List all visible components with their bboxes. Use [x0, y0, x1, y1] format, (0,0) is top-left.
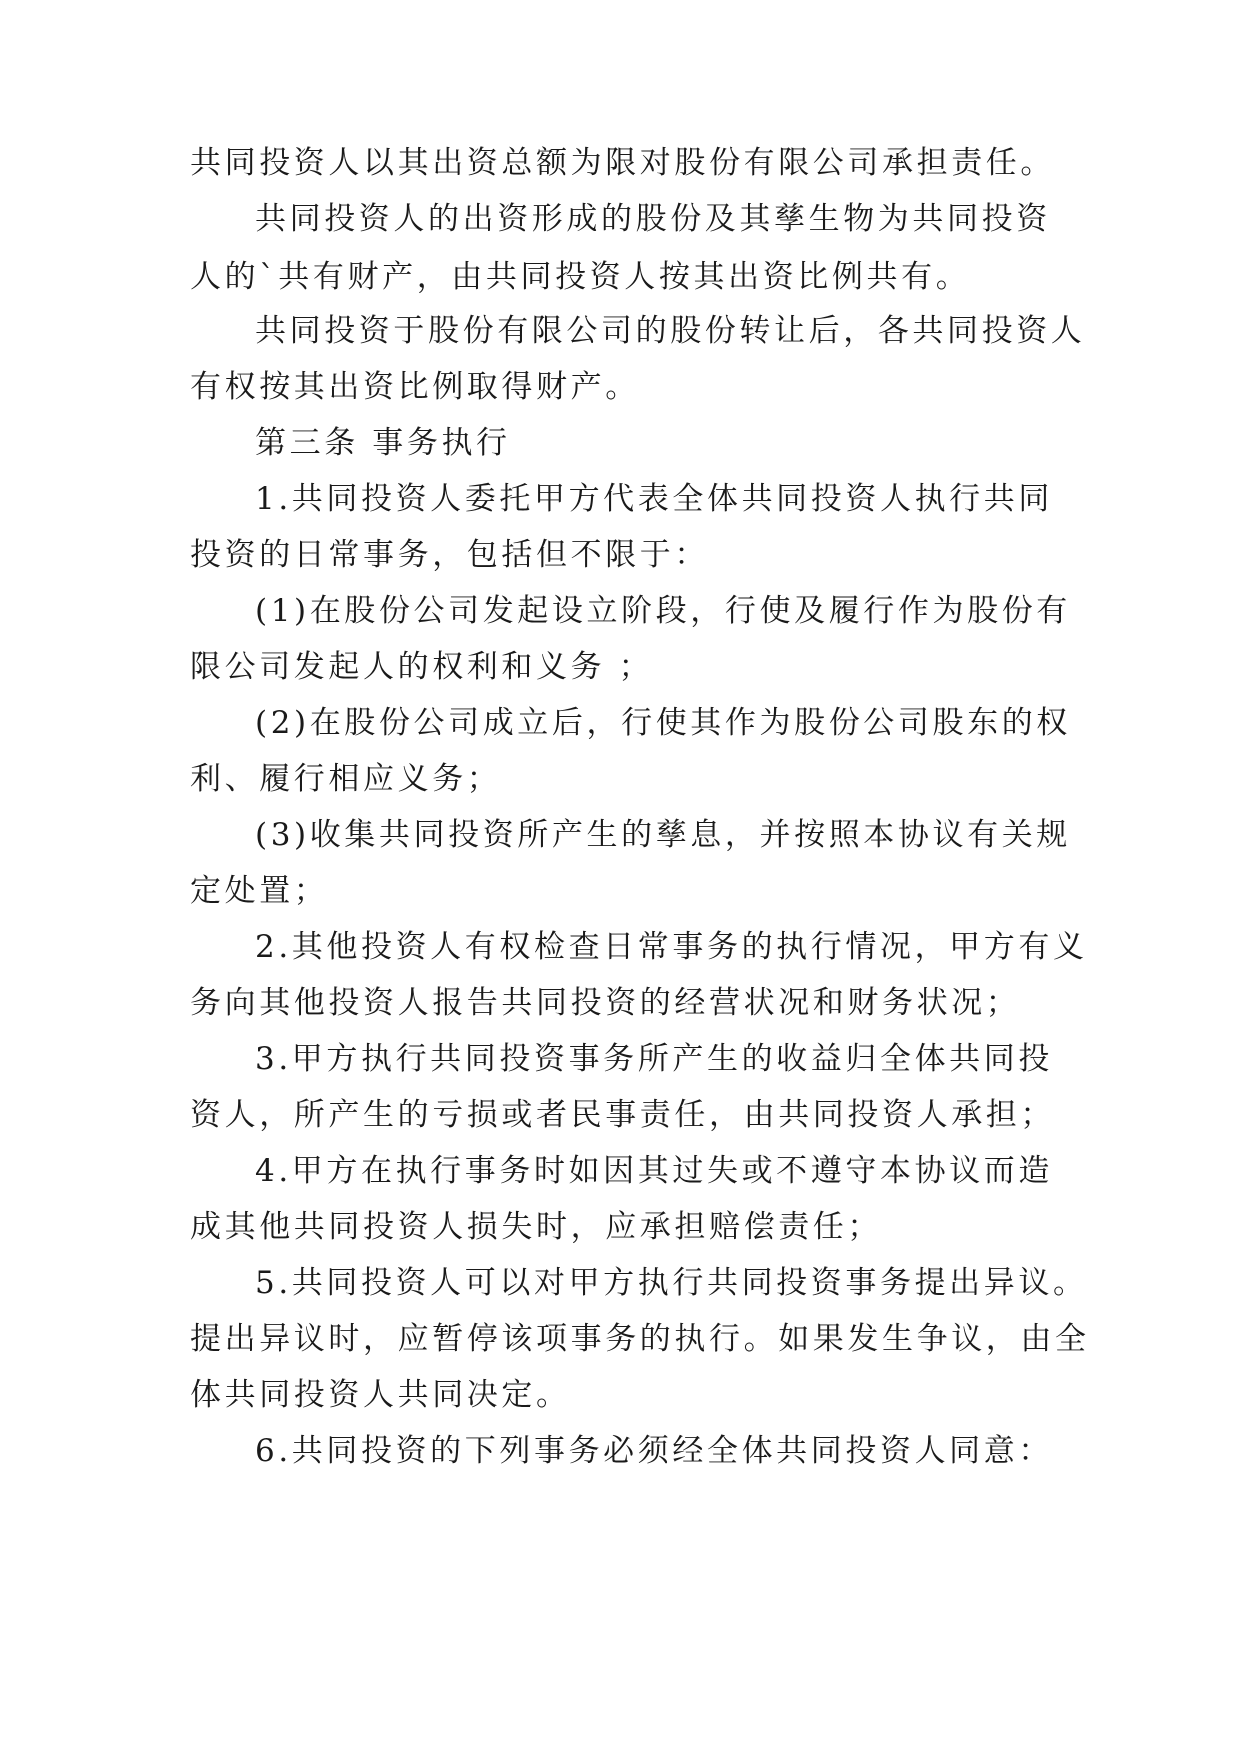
- text-line: (2)在股份公司成立后，行使其作为股份公司股东的权: [255, 705, 1071, 741]
- text-line: 利、履行相应义务；: [190, 761, 502, 797]
- text-line: 成其他共同投资人损失时，应承担赔偿责任；: [190, 1209, 882, 1245]
- text-line: (1)在股份公司发起设立阶段，行使及履行作为股份有: [255, 593, 1071, 629]
- text-line: 2.其他投资人有权检查日常事务的执行情况，甲方有义: [255, 929, 1088, 965]
- article-heading: 第三条 事务执行: [255, 425, 511, 461]
- text-line: 共同投资人以其出资总额为限对股份有限公司承担责任。: [190, 145, 1055, 181]
- text-line: 有权按其出资比例取得财产。: [190, 369, 640, 405]
- text-line: 共同投资人的出资形成的股份及其孳生物为共同投资: [255, 201, 1051, 237]
- text-line: 体共同投资人共同决定。: [190, 1377, 571, 1413]
- text-line: 人的`共有财产，由共同投资人按其出资比例共有。: [190, 259, 971, 295]
- text-line: 投资的日常事务，包括但不限于：: [190, 537, 709, 573]
- text-line: 3.甲方执行共同投资事务所产生的收益归全体共同投: [255, 1041, 1053, 1077]
- text-line: (3)收集共同投资所产生的孳息，并按照本协议有关规: [255, 817, 1071, 853]
- text-line: 5.共同投资人可以对甲方执行共同投资事务提出异议。: [255, 1265, 1088, 1301]
- text-line: 提出异议时，应暂停该项事务的执行。如果发生争议，由全: [190, 1321, 1090, 1357]
- text-line: 限公司发起人的权利和义务 ；: [190, 649, 654, 685]
- text-line: 6.共同投资的下列事务必须经全体共同投资人同意：: [255, 1433, 1053, 1469]
- text-line: 定处置；: [190, 873, 329, 909]
- text-line: 4.甲方在执行事务时如因其过失或不遵守本协议而造: [255, 1153, 1053, 1189]
- text-line: 资人，所产生的亏损或者民事责任，由共同投资人承担；: [190, 1097, 1055, 1133]
- text-line: 务向其他投资人报告共同投资的经营状况和财务状况；: [190, 985, 1021, 1021]
- text-line: 1.共同投资人委托甲方代表全体共同投资人执行共同: [255, 481, 1053, 517]
- text-line: 共同投资于股份有限公司的股份转让后，各共同投资人: [255, 313, 1086, 349]
